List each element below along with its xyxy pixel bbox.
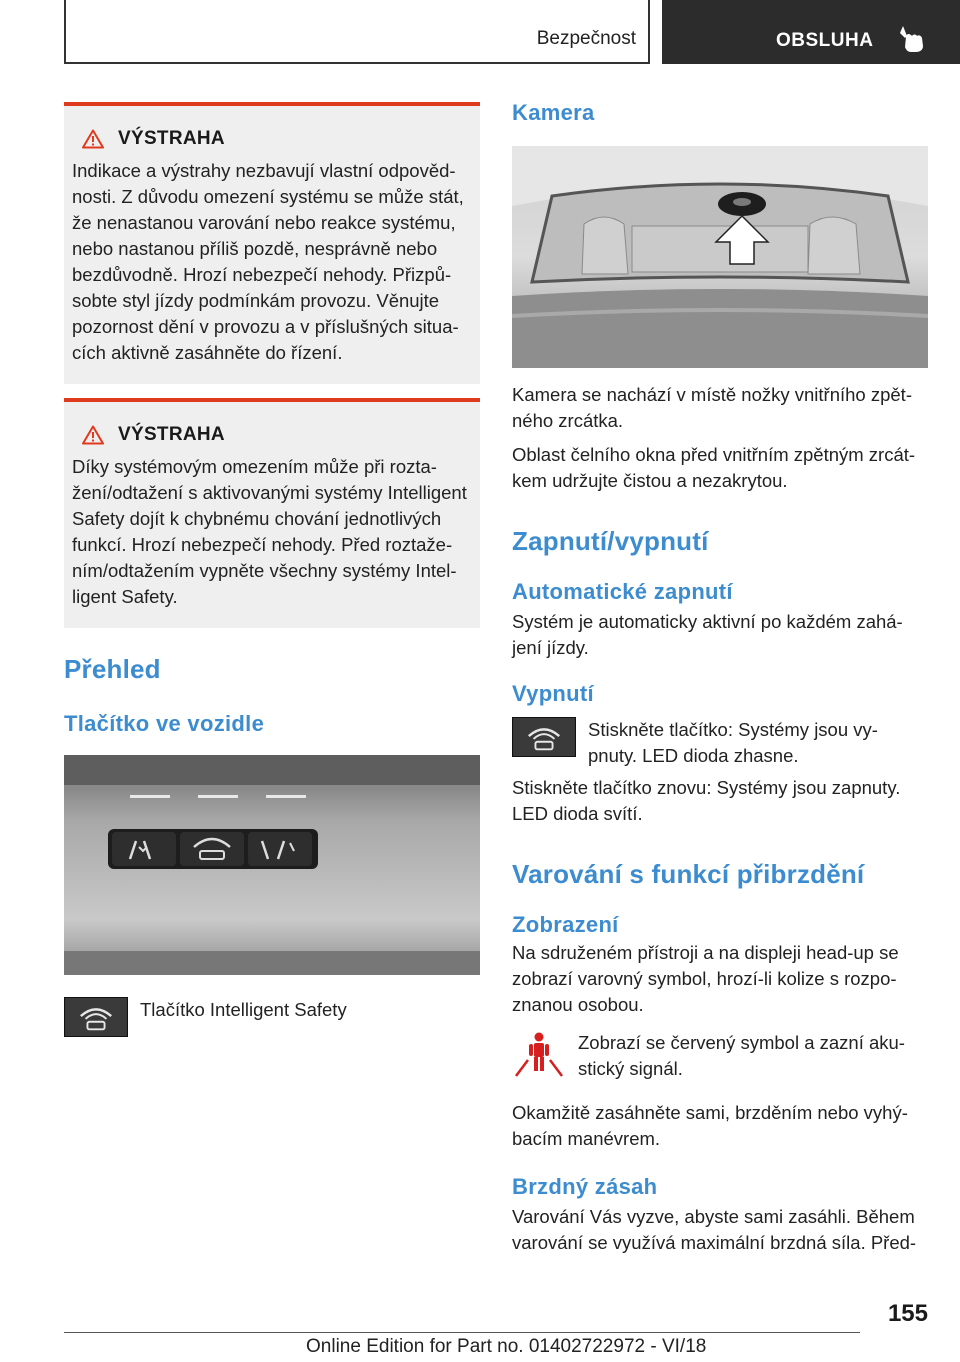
text-line: Stiskněte tlačítko: Systémy jsou vy- (588, 719, 878, 740)
warning-text (72, 454, 472, 610)
header-box (64, 0, 650, 64)
text-line: Indikace a výstrahy nezbavují vlastní odpověd- (72, 160, 456, 181)
text-line: Varování Vás vyzve, abyste sami zasáhli. Během (512, 1206, 915, 1227)
footer-divider (64, 1332, 860, 1333)
warning-text (72, 158, 472, 366)
text-line: funkcí. Hrozí nebezpečí nehody. Před roztaže- (72, 534, 453, 555)
text-line: bezdůvodně. Hrozí nebezpečí nehody. Přizpů- (72, 264, 452, 285)
text-line: Systém je automaticky aktivní po každém zahá- (512, 611, 903, 632)
text-line: Okamžitě zasáhněte sami, brzděním nebo vyhý- (512, 1102, 908, 1123)
subheading-brake-intervention: Brzdný zásah (512, 1174, 658, 1199)
text-line: LED dioda svítí. (512, 803, 643, 824)
warning-box-2 (64, 398, 480, 628)
subheading-button-in-vehicle: Tlačítko ve vozidle (64, 711, 265, 736)
on-again-text (512, 775, 932, 827)
text-line: Díky systémovým omezením může při rozta- (72, 456, 437, 477)
text-line: varování se využívá maximální brzdná síla. Před- (512, 1232, 917, 1253)
subheading-camera: Kamera (512, 100, 595, 125)
button-caption: Tlačítko Intelligent Safety (140, 999, 347, 1020)
text-line: nebo nastanou příliš pozdě, nesprávně nebo (72, 238, 438, 259)
text-line: že nenastanou varování nebo reakce systému, (72, 212, 456, 233)
camera-windshield-text (512, 442, 932, 494)
camera-photo (512, 146, 928, 368)
text-line: bacím manévrem. (512, 1128, 661, 1149)
text-line: ním/odtažením vypněte všechny systémy Intel- (72, 560, 457, 581)
header-section-title: Bezpečnost (536, 28, 636, 49)
section-heading-overview: Přehled (64, 654, 161, 684)
subheading-automatic-on: Automatické zapnutí (512, 579, 733, 604)
text-line: Oblast čelního okna před vnitřním zpětným zrcát- (512, 444, 916, 465)
left-column (64, 102, 480, 1037)
button-panel-photo (64, 755, 480, 975)
pedestrian-warning-row (512, 1030, 932, 1082)
off-button-row (512, 717, 932, 769)
text-line: jení jízdy. (512, 637, 589, 658)
footer-edition-text: Online Edition for Part no. 01402722972 - VI/18 (306, 1336, 707, 1357)
text-line: zobrazí varovný symbol, hrozí-li kolize s rozpo- (512, 968, 897, 989)
warning-title: VÝSTRAHA (118, 128, 225, 149)
text-line: cích aktivně zasáhněte do řízení. (72, 342, 343, 363)
header-tab-label: OBSLUHA (776, 30, 874, 51)
text-line: ligent Safety. (72, 586, 178, 607)
camera-location-text (512, 382, 932, 434)
text-line: znanou osobou. (512, 994, 644, 1015)
text-line: Stiskněte tlačítko znovu: Systémy jsou zapnuty. (512, 777, 901, 798)
display-text (512, 940, 932, 1018)
section-heading-on-off: Zapnutí/vypnutí (512, 526, 709, 556)
hand-pointer-icon (898, 24, 924, 52)
text-line: kem udržujte čistou a nezakrytou. (512, 470, 788, 491)
warning-title: VÝSTRAHA (118, 424, 225, 445)
subheading-display: Zobrazení (512, 912, 619, 937)
text-line: pnuty. LED dioda zhasne. (588, 745, 799, 766)
section-heading-brake-warning: Varování s funkcí přibrzdění (512, 859, 865, 889)
text-line: ného zrcátka. (512, 410, 624, 431)
text-line: pozornost dění v provozu a v příslušných situa- (72, 316, 459, 337)
text-line: Zobrazí se červený symbol a zazní aku- (578, 1032, 905, 1053)
header-tab (662, 0, 960, 64)
pedestrian-warning-icon (512, 1030, 566, 1080)
text-line: Safety dojít k chybnému chování jednotlivých (72, 508, 442, 529)
right-column (512, 100, 932, 1256)
intelligent-safety-button-row (64, 997, 480, 1037)
subheading-off: Vypnutí (512, 681, 594, 706)
text-line: Na sdruženém přístroji a na displeji head-up se (512, 942, 899, 963)
intervene-text (512, 1100, 932, 1152)
warning-triangle-icon (82, 129, 104, 149)
text-line: Kamera se nachází v místě nožky vnitřního zpět- (512, 384, 912, 405)
off-instruction-text (588, 717, 878, 769)
text-line: sobte styl jízdy podmínkám provozu. Věnujte (72, 290, 440, 311)
text-line: stický signál. (578, 1058, 683, 1079)
pedestrian-warning-text (578, 1030, 905, 1082)
intelligent-safety-button-icon (64, 997, 128, 1037)
page-number: 155 (887, 1300, 928, 1327)
intelligent-safety-button-icon (512, 717, 576, 757)
text-line: žení/odtažení s aktivovanými systémy Intelligent (72, 482, 467, 503)
automatic-on-text (512, 609, 932, 661)
warning-triangle-icon (82, 425, 104, 445)
brake-intervention-text (512, 1204, 932, 1256)
text-line: nosti. Z důvodu omezení systému se může stát, (72, 186, 464, 207)
warning-box-1 (64, 102, 480, 384)
